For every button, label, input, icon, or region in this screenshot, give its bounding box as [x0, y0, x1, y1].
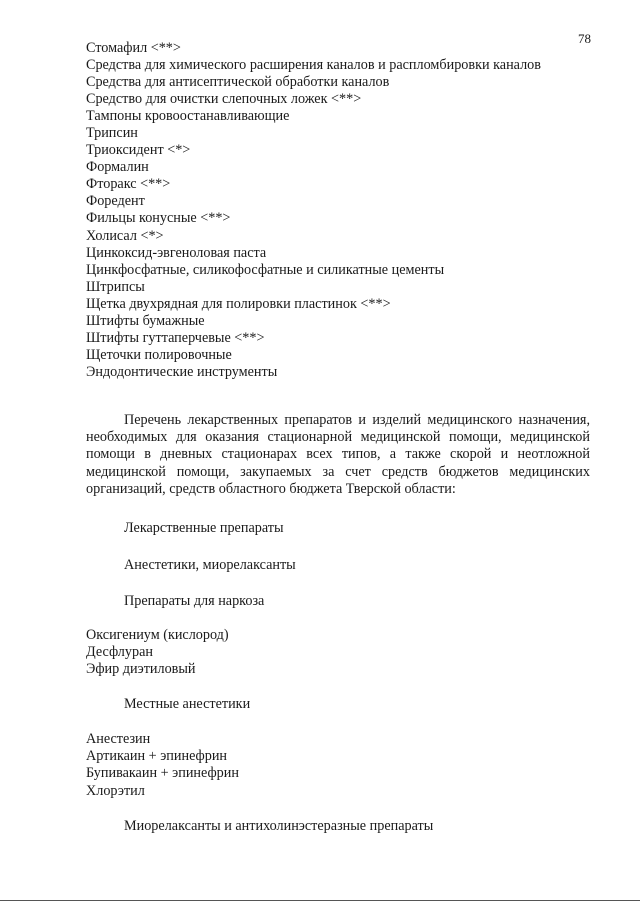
list-item: Анестезин	[86, 731, 151, 747]
list-item: Штрипсы	[86, 278, 145, 295]
list-item: Бупивакаин + эпинефрин	[86, 765, 239, 782]
list-item: Эфир диэтиловый	[86, 661, 196, 678]
list-item: Средство для очистки слепочных ложек <**>	[86, 91, 362, 108]
list-item: Десфлуран	[86, 644, 153, 661]
list-item: Тампоны кровоостанавливающие	[86, 108, 290, 125]
list-item: Стомафил <**>	[86, 40, 181, 56]
intro-paragraph: Перечень лекарственных препаратов и изделий медицинского назначения, необходимых для оказания стационарной медицинской помощи, медицинской помощи в дневных стационарах всех типов, а также скорой и неотложной медицинской помощи, закупаемых за счет средств бюджетов медицинских организаций, средств областного бюджета Тверской области:	[86, 412, 590, 497]
list-item: Оксигениум (кислород)	[86, 627, 229, 643]
list-item: Эндодонтические инструменты	[86, 363, 278, 380]
heading-muscle-relaxants: Миорелаксанты и антихолинэстеразные препараты	[124, 818, 434, 834]
heading-anesthetics-relaxants: Анестетики, миорелаксанты	[124, 557, 296, 573]
dental-items-list	[86, 40, 541, 381]
list-item: Холисал <*>	[86, 227, 164, 244]
list-item: Средства для химического расширения каналов и распломбировки каналов	[86, 57, 541, 74]
list-item: Трипсин	[86, 125, 138, 142]
list-item: Цинкфосфатные, силикофосфатные и силикатные цементы	[86, 261, 445, 278]
heading-medicines: Лекарственные препараты	[124, 520, 284, 536]
narcosis-list	[86, 627, 229, 679]
page-bottom-rule	[0, 900, 640, 901]
list-item: Штифты бумажные	[86, 312, 205, 329]
list-item: Триоксидент <*>	[86, 142, 191, 159]
list-item: Формалин	[86, 159, 149, 176]
heading-narcosis: Препараты для наркоза	[124, 593, 265, 609]
heading-local-anesthetics: Местные анестетики	[124, 696, 251, 712]
list-item: Средства для антисептической обработки каналов	[86, 74, 390, 91]
list-item: Фильцы конусные <**>	[86, 210, 231, 227]
list-item: Фторакс <**>	[86, 176, 171, 193]
list-item: Артикаин + эпинефрин	[86, 748, 228, 765]
list-item: Цинкоксид-эвгеноловая паста	[86, 244, 267, 261]
list-item: Хлорэтил	[86, 782, 145, 799]
list-item: Штифты гуттаперчевые <**>	[86, 329, 265, 346]
list-item: Форедент	[86, 193, 145, 210]
list-item: Щеточки полировочные	[86, 346, 232, 363]
list-item: Щетка двухрядная для полировки пластинок <**>	[86, 295, 391, 312]
page-number: 78	[578, 31, 591, 46]
local-anesthetics-list	[86, 731, 239, 800]
